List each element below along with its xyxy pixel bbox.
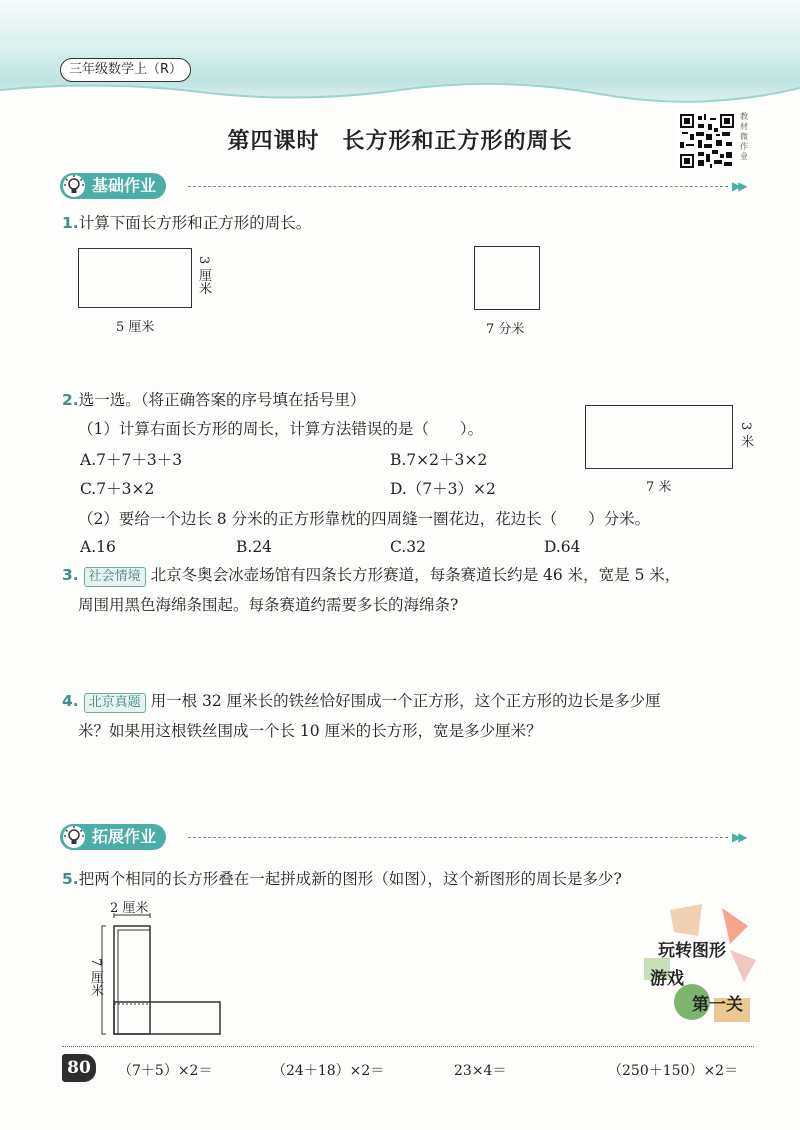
game-title-line3: 第一关	[692, 995, 743, 1015]
q2-part2-option-b: B.24	[236, 538, 273, 556]
lesson-title: 第四课时 长方形和正方形的周长	[227, 129, 573, 154]
q2-part1: （1）计算右面长方形的周长，计算方法错误的是（ ）。	[78, 420, 484, 438]
question-3-line2: 周围用黑色海绵条围起。每条赛道约需要多长的海绵条?	[78, 596, 459, 614]
tag-social-context: 社会情境	[84, 567, 146, 587]
q2-option-c: C.7＋3×2	[80, 480, 155, 498]
section-extended-heading: 拓展作业	[60, 824, 166, 850]
qr-caption: 教 材 微 作 业	[740, 112, 748, 161]
q2-option-a: A.7＋7＋3＋3	[80, 451, 183, 469]
lightbulb-icon	[61, 824, 87, 850]
q2-option-d: D.（7＋3）×2	[390, 480, 496, 498]
question-5: 5.把两个相同的长方形叠在一起拼成新的图形（如图），这个新图形的周长是多少?	[62, 870, 622, 888]
oral-calc-1: （7＋5）×2＝	[118, 1063, 213, 1079]
oral-calc-2: （24＋18）×2＝	[272, 1063, 385, 1079]
section-divider	[188, 186, 728, 187]
q1-square-side-label: 7 分米	[486, 322, 525, 337]
q2-part2-option-c: C.32	[390, 538, 426, 556]
section-basic-heading: 基础作业	[60, 173, 166, 199]
q5-height-label: 7 厘米	[88, 958, 103, 997]
question-3: 3. 社会情境 北京冬奥会冰壶场馆有四条长方形赛道，每条赛道长约是 46 米，宽是 5 米，	[62, 564, 762, 587]
question-4-line2: 米？如果用这根铁丝围成一个长 10 厘米的长方形，宽是多少厘米？	[78, 722, 542, 740]
oral-calc-3: 23×4＝	[454, 1063, 507, 1079]
q2-option-b: B.7×2＋3×2	[390, 451, 488, 469]
lightbulb-icon	[61, 173, 87, 199]
section-divider	[188, 837, 728, 838]
q2-rectangle-figure	[585, 405, 733, 469]
q1-rect-height-label: 3 厘米	[196, 256, 211, 295]
q2-fig-height-label: 3 米	[738, 422, 753, 448]
q2-fig-width-label: 7 米	[646, 480, 672, 495]
oral-calc-4: （250＋150）×2＝	[608, 1063, 739, 1079]
game-title-line2: 游戏	[650, 969, 684, 989]
q5-width-label: 2 厘米	[110, 901, 149, 916]
question-1: 1.计算下面长方形和正方形的周长。	[62, 214, 312, 232]
q2-part2-option-d: D.64	[544, 538, 581, 556]
question-2: 2.选一选。（将正确答案的序号填在括号里）	[62, 391, 366, 409]
game-title-line1: 玩转图形	[658, 941, 726, 961]
q2-part2: （2）要给一个边长 8 分米的正方形靠枕的四周缝一圈花边，花边长（ ）分米。	[78, 510, 651, 528]
q1-rect-width-label: 5 厘米	[116, 320, 155, 335]
q1-rectangle-figure	[78, 248, 192, 308]
q2-part2-option-a: A.16	[80, 538, 116, 556]
book-tag: 三年级数学上（R）	[60, 58, 191, 82]
q5-l-shape-figure	[96, 910, 228, 1040]
q1-square-figure	[474, 246, 540, 310]
section-arrow-icon: ▶▶	[732, 179, 745, 193]
question-4: 4. 北京真题 用一根 32 厘米长的铁丝恰好围成一个正方形，这个正方形的边长是多少厘	[62, 690, 772, 713]
tag-beijing-exam: 北京真题	[84, 693, 146, 713]
page-number: 80	[62, 1054, 96, 1082]
footer-divider	[62, 1046, 754, 1047]
qr-code-icon[interactable]	[678, 112, 736, 170]
section-arrow-icon: ▶▶	[732, 830, 745, 844]
